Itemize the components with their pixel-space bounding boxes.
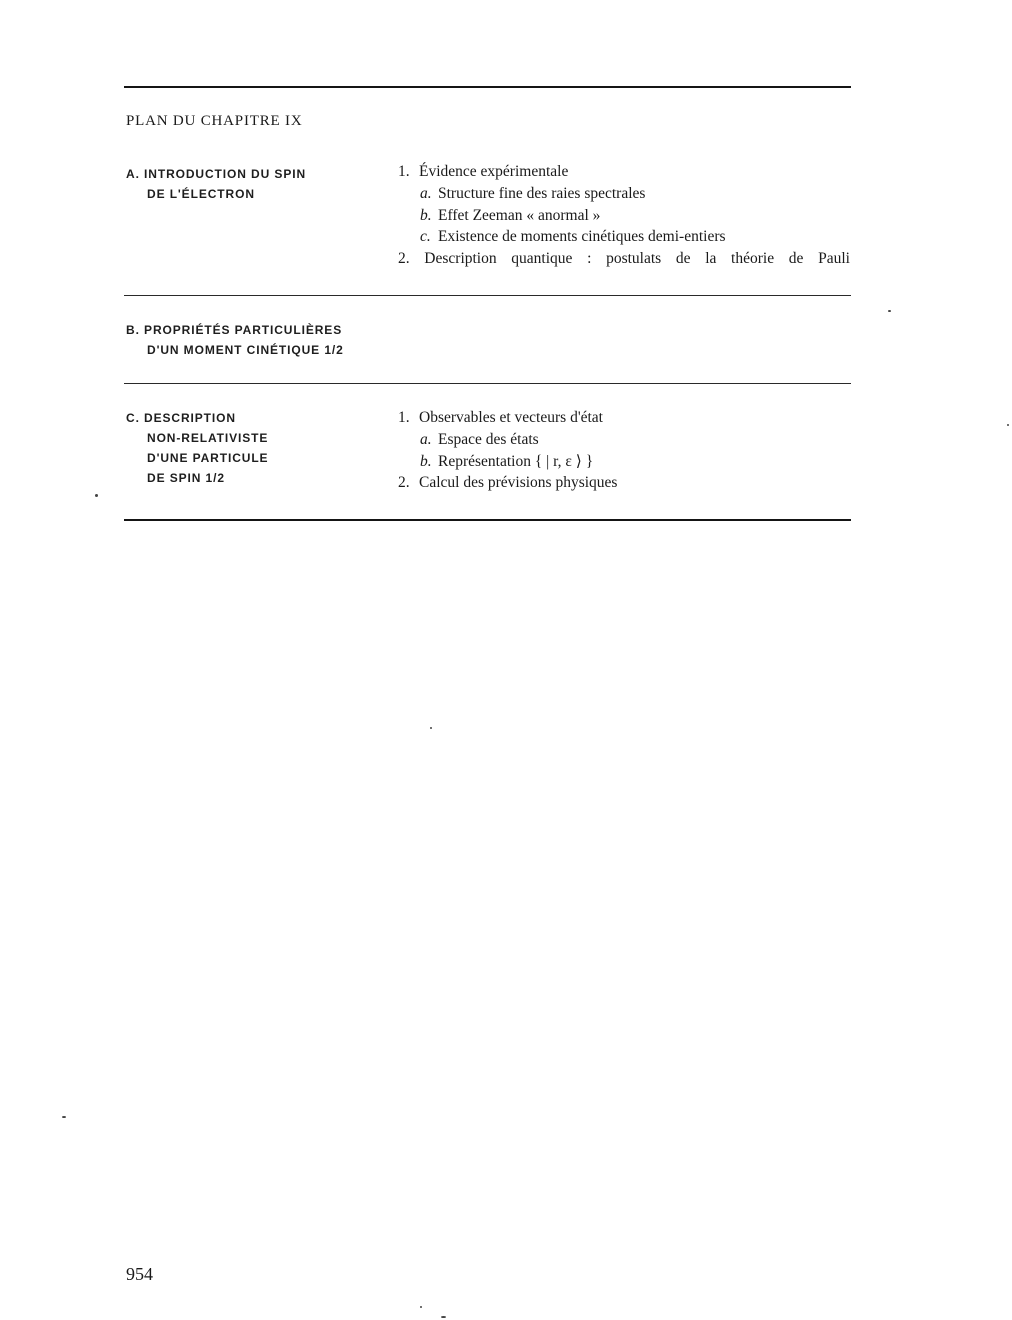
scan-speck bbox=[430, 727, 432, 729]
entry-word: : bbox=[587, 250, 592, 268]
toc-entry bbox=[398, 248, 850, 270]
scan-speck bbox=[1007, 424, 1009, 426]
section-b-heading bbox=[126, 320, 344, 360]
entry-number: 1. bbox=[398, 409, 410, 426]
entry-text: Observables et vecteurs d'état bbox=[419, 409, 603, 426]
entry-number: 1. bbox=[398, 163, 410, 180]
entry-text: Existence de moments cinétiques demi-entiers bbox=[438, 228, 726, 246]
section-a-contents bbox=[398, 161, 850, 270]
entry-word: quantique bbox=[511, 250, 573, 268]
entry-letter: b. bbox=[420, 206, 432, 224]
entry-letter: b. bbox=[420, 452, 432, 470]
entry-word: théorie bbox=[731, 250, 775, 268]
section-a-heading-line: A. INTRODUCTION DU SPIN bbox=[126, 167, 307, 181]
toc-entry bbox=[398, 161, 850, 183]
section-a-heading-line: DE L'ÉLECTRON bbox=[147, 187, 255, 201]
entry-text: Effet Zeeman « anormal » bbox=[438, 206, 601, 224]
toc-subentry bbox=[398, 451, 850, 473]
section-b-heading-line: D'UN MOMENT CINÉTIQUE 1/2 bbox=[147, 343, 344, 357]
section-c-heading-line: DE SPIN 1/2 bbox=[147, 471, 225, 485]
entry-letter: c. bbox=[420, 228, 431, 246]
section-c-heading-line: D'UNE PARTICULE bbox=[147, 451, 269, 465]
bottom-rule bbox=[124, 519, 851, 521]
section-a-heading bbox=[126, 164, 306, 204]
entry-word: Pauli bbox=[818, 250, 850, 268]
entry-text: Espace des états bbox=[438, 430, 539, 448]
section-c-heading-line: NON-RELATIVISTE bbox=[147, 431, 269, 445]
entry-number: 2. bbox=[398, 474, 410, 492]
entry-text: Calcul des prévisions physiques bbox=[419, 474, 618, 492]
toc-entry bbox=[398, 472, 850, 494]
entry-text: Représentation { | r, ε ⟩ } bbox=[438, 452, 594, 470]
entry-word: de bbox=[675, 250, 691, 268]
scan-speck bbox=[95, 494, 98, 497]
top-rule bbox=[124, 86, 851, 88]
section-c-heading-line: C. DESCRIPTION bbox=[126, 411, 236, 425]
toc-subentry bbox=[398, 429, 850, 451]
entry-text: Structure fine des raies spectrales bbox=[438, 184, 646, 202]
entry-word: la bbox=[705, 250, 717, 268]
plan-title: PLAN DU CHAPITRE IX bbox=[126, 113, 303, 129]
toc-subentry bbox=[398, 226, 850, 248]
entry-letter: a. bbox=[420, 430, 432, 448]
section-b-heading-line: B. PROPRIÉTÉS PARTICULIÈRES bbox=[126, 323, 343, 337]
entry-letter: a. bbox=[420, 184, 432, 202]
toc-subentry bbox=[398, 183, 850, 205]
scan-speck bbox=[441, 1316, 446, 1318]
entry-word: postulats bbox=[606, 250, 662, 268]
toc-entry bbox=[398, 407, 850, 429]
scan-speck bbox=[62, 1116, 66, 1118]
section-c-heading bbox=[126, 408, 268, 488]
section-c-contents bbox=[398, 407, 850, 494]
entry-word: de bbox=[788, 250, 804, 268]
scan-speck bbox=[888, 310, 891, 312]
scan-speck bbox=[420, 1306, 422, 1308]
divider-b-c bbox=[124, 383, 851, 384]
toc-subentry bbox=[398, 205, 850, 227]
page-number: 954 bbox=[126, 1264, 153, 1284]
divider-a-b bbox=[124, 295, 851, 296]
entry-text: Évidence expérimentale bbox=[419, 163, 569, 180]
entry-number: 2. bbox=[398, 250, 410, 268]
entry-word: Description bbox=[424, 250, 497, 268]
